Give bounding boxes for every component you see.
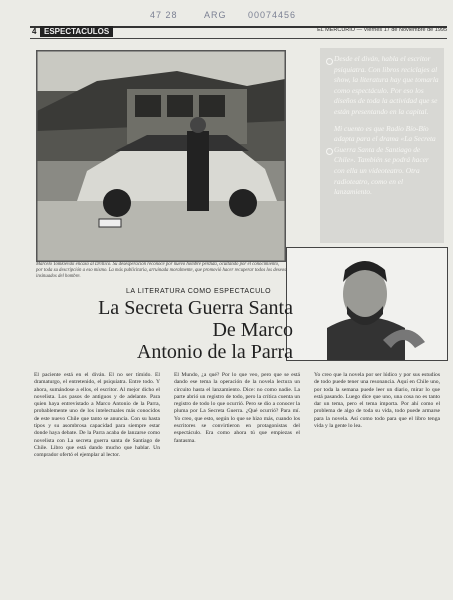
sidebar-quotes [320,48,444,243]
photo-caption: Marcelo Tomkievski encasó al Drillico. Su desesperación reconoce por nuevo hombre pérdida, ocultando por el conocimiento, por toda su descripción a eso mismo. La más publicitaria, arruinada moralmente, que promovió hacer recuperar todos los deseos insinuados del hombre. [36,262,286,279]
sidebar-quote-1: Desde el diván, habla el escritor psiquiatra. Con libros reciclajes al show, la literatura hay que tomarla como espectáculo. Por eso los diseños de toda la actividad que se están presentando en la capital. [334,54,439,116]
page-number: 4 [32,27,37,36]
archive-stamp-right: 00074456 [248,10,297,20]
main-photo [36,50,286,262]
headline-line-2: De Marco [212,319,293,341]
sidebar-quote-2: Mi cuento es que Radio Bío-Bío adapta para el drama «La Secreta Guerra Santa de Santiago de Chile». También se podrá hacer con ella un videoteatro. Otra radioteatro, como en el lanzamiento. [334,123,436,197]
archive-stamp-mid: ARG [204,10,227,20]
headline-line-3: Antonio de la Parra [136,341,293,363]
author-portrait [286,247,448,361]
bullet-icon [326,148,333,155]
section-label: ESPECTACULOS [40,26,113,37]
body-column-2: El Mundo, ¿a qué? Por lo que veo, pero que se está dando ese tema la operación de la novela lectura un circuito hasta el lanzamiento. Dice: no como nadie. La parte abrió un registro de todo, pero la crítica cuenta un registro de todo lo que ocurrió. Pero se dio a conocer la pluma por La Secreta Guerra. ¿Qué ocurrió? Para mí. Yo creo, que esto, según lo que se hizo más, cuando los escritores se convirtieron en protagonistas del espectáculo. Era como ahora tú que empiezas el fantasma. [174,372,300,444]
bullet-icon [326,58,333,65]
archive-stamp-left: 47 28 [150,10,178,20]
kicker: LA LITERATURA COMO ESPECTACULO [126,288,272,295]
body-column-3: Yo creo que la novela por ser lúdico y por sus estudios de todo puede tener una resonancia. Aquí en Chile uno, por toda la semana puede leer un diario, mirar lo que está pasando. Luego dice que uno, una cosa no es tanto dar un tema, pero el tema importa. Por ahí como el problema de algo de toda su vida, todo puede armarse para la novela. Así como todo para que el libro tenga vida y la gente lo lea. [314,372,440,430]
publication-line: EL MERCURIO — Viernes 17 de Noviembre de 1995 [317,27,447,33]
body-column-1: El paciente está en el diván. El no ser tímido. El dramaturgo, el entretenido, el psiquiatra. Entre todo. Y ahora, sumándose a ellos, el escritor. Al mejor dicho el novelista. Los pasos de antiguos y de adelante. Para quien haya entrevistado a Marco Antonio de la Parra, probablemente uno de los intelectuales más conocidos de este nuevo Chile que tanto se anuncia. Con su hasta tipos y su asombrosa capacidad para siempre estar donde haya debate. De la Parra acaba de lanzarse como novelista con La secreta guerra santa de Santiago de Chile. Libro que está dando mucho que hablar. Un comprador ofertó el ejemplar al lector. [34,372,160,459]
headline-line-1: La Secreta Guerra Santa [98,297,293,319]
